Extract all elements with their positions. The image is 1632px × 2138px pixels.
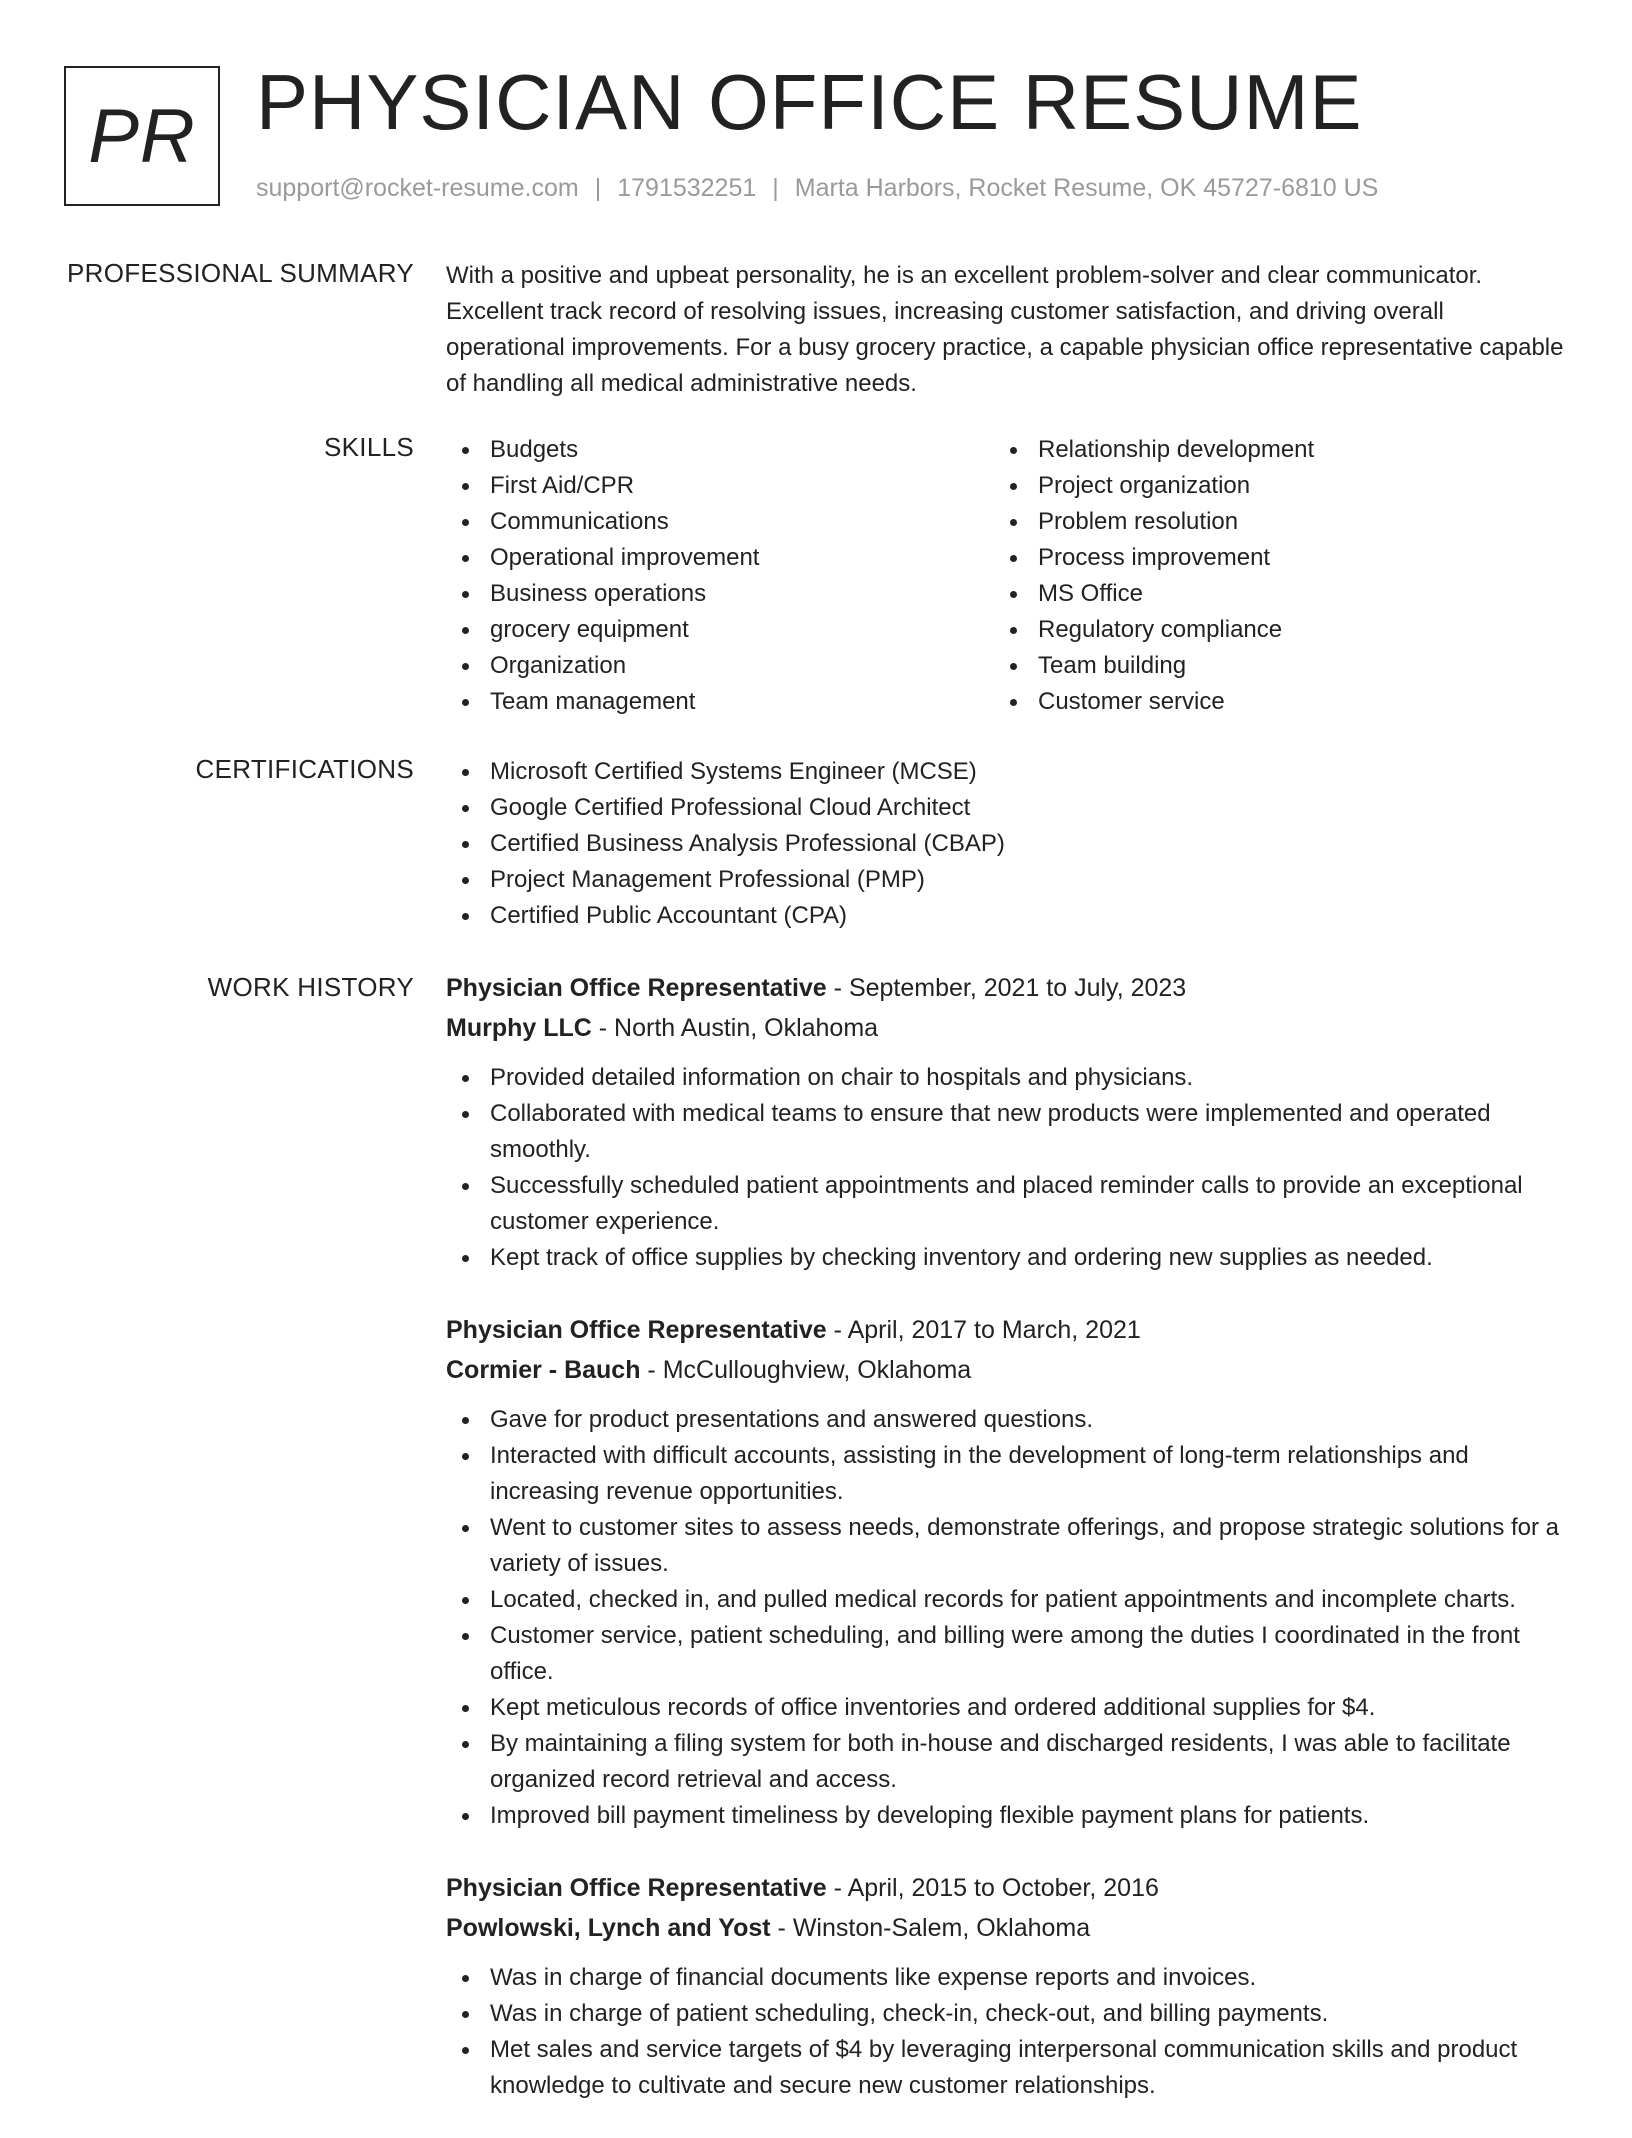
skill-item: Operational improvement — [446, 540, 994, 576]
skill-item: Team management — [446, 684, 994, 720]
certification-item: Certified Business Analysis Professional (CBAP) — [446, 826, 1566, 862]
skill-item: Process improvement — [994, 540, 1542, 576]
skill-item: Communications — [446, 504, 994, 540]
work-history-heading: WORK HISTORY — [207, 972, 414, 1002]
job-location: Winston-Salem, Oklahoma — [792, 1914, 1091, 1942]
certification-item: Microsoft Certified Systems Engineer (MCSE) — [446, 754, 1566, 790]
skills-grid — [446, 432, 1566, 720]
resume-title: PHYSICIAN OFFICE RESUME — [256, 58, 1363, 146]
job-bullet: Gave for product presentations and answered questions. — [446, 1402, 1566, 1438]
skills-heading: SKILLS — [324, 432, 414, 462]
job-bullet: Interacted with difficult accounts, assisting in the development of long-term relationships and increasing revenue opportunities. — [446, 1438, 1566, 1510]
job-location: McCulloughview, Oklahoma — [662, 1356, 972, 1384]
job-company-line: Powlowski, Lynch and Yost - Winston-Salem, Oklahoma — [446, 1914, 1091, 1942]
job-entry — [446, 1310, 1566, 1834]
job-dates: April, 2017 to March, 2021 — [847, 1316, 1141, 1344]
contact-separator: | — [772, 174, 779, 202]
certifications-list — [446, 754, 1566, 934]
contact-phone[interactable]: 1791532251 — [617, 174, 757, 202]
job-bullet: Provided detailed information on chair to hospitals and physicians. — [446, 1060, 1566, 1096]
job-location: North Austin, Oklahoma — [614, 1014, 879, 1042]
job-entry — [446, 968, 1566, 1276]
monogram-initials: PR — [88, 93, 196, 179]
skills-list-right — [994, 432, 1542, 720]
certification-item: Google Certified Professional Cloud Architect — [446, 790, 1566, 826]
job-entry — [446, 1868, 1566, 2104]
contact-separator: | — [594, 174, 602, 202]
job-bullet: Customer service, patient scheduling, and billing were among the duties I coordinated in the front office. — [446, 1618, 1566, 1690]
skill-item: Problem resolution — [994, 504, 1542, 540]
skill-item: Regulatory compliance — [994, 612, 1542, 648]
skills-list-left — [446, 432, 994, 720]
job-company: Cormier - Bauch — [446, 1356, 641, 1384]
job-dates: September, 2021 to July, 2023 — [848, 974, 1187, 1002]
skill-item: First Aid/CPR — [446, 468, 994, 504]
job-bullet: Improved bill payment timeliness by developing flexible payment plans for patients. — [446, 1798, 1566, 1834]
job-role: Physician Office Representative — [446, 1874, 827, 1902]
job-bullet: By maintaining a filing system for both in-house and discharged residents, I was able to facilitate organized record retrieval and access. — [446, 1726, 1566, 1798]
summary-body — [446, 258, 1566, 402]
job-bullet: Located, checked in, and pulled medical records for patient appointments and incomplete charts. — [446, 1582, 1566, 1618]
skill-item: MS Office — [994, 576, 1542, 612]
contact-email[interactable]: support@rocket-resume.com — [256, 174, 579, 202]
job-bullets — [446, 1402, 1566, 1834]
job-bullets — [446, 1960, 1566, 2104]
skill-item: Budgets — [446, 432, 994, 468]
job-company-line: Cormier - Bauch - McCulloughview, Oklahoma — [446, 1356, 972, 1384]
job-company: Powlowski, Lynch and Yost — [446, 1914, 771, 1942]
job-bullet: Collaborated with medical teams to ensure that new products were implemented and operated smoothly. — [446, 1096, 1566, 1168]
certifications-heading: CERTIFICATIONS — [195, 754, 414, 784]
job-role-line: Physician Office Representative - September, 2021 to July, 2023 — [446, 974, 1187, 1002]
monogram-badge — [64, 66, 220, 206]
summary-text: With a positive and upbeat personality, he is an excellent problem-solver and clear communicator. Excellent track record of resolving issues, increasing customer satisfaction, and driving overall operational improvements. For a busy grocery practice, a capable physician office representative capable of handling all medical administrative needs. — [446, 262, 1564, 397]
job-company-line: Murphy LLC - North Austin, Oklahoma — [446, 1014, 879, 1042]
job-bullet: Went to customer sites to assess needs, demonstrate offerings, and propose strategic solutions for a variety of issues. — [446, 1510, 1566, 1582]
skill-item: Business operations — [446, 576, 994, 612]
skill-item: Project organization — [994, 468, 1542, 504]
certification-item: Certified Public Accountant (CPA) — [446, 898, 1566, 934]
job-company: Murphy LLC — [446, 1014, 592, 1042]
contact-address: Marta Harbors, Rocket Resume, OK 45727-6810 US — [794, 174, 1379, 202]
job-bullet: Kept meticulous records of office inventories and ordered additional supplies for $4. — [446, 1690, 1566, 1726]
skill-item: Organization — [446, 648, 994, 684]
summary-heading: PROFESSIONAL SUMMARY — [67, 258, 414, 288]
job-bullet: Successfully scheduled patient appointments and placed reminder calls to provide an exceptional customer experience. — [446, 1168, 1566, 1240]
certification-item: Project Management Professional (PMP) — [446, 862, 1566, 898]
job-bullet: Kept track of office supplies by checking inventory and ordering new supplies as needed. — [446, 1240, 1566, 1276]
certifications-body — [446, 754, 1566, 934]
job-bullet: Was in charge of patient scheduling, check-in, check-out, and billing payments. — [446, 1996, 1566, 2032]
job-role-line: Physician Office Representative - April, 2015 to October, 2016 — [446, 1874, 1159, 1902]
work-history-body — [446, 968, 1566, 2138]
job-bullet: Met sales and service targets of $4 by leveraging interpersonal communication skills and product knowledge to cultivate and secure new customer relationships. — [446, 2032, 1566, 2104]
job-role: Physician Office Representative — [446, 974, 827, 1002]
skill-item: grocery equipment — [446, 612, 994, 648]
job-role-line: Physician Office Representative - April, 2017 to March, 2021 — [446, 1316, 1141, 1344]
contact-line — [256, 174, 1378, 203]
job-bullet: Was in charge of financial documents like expense reports and invoices. — [446, 1960, 1566, 1996]
skill-item: Customer service — [994, 684, 1542, 720]
job-role: Physician Office Representative — [446, 1316, 827, 1344]
skills-body — [446, 432, 1566, 720]
job-dates: April, 2015 to October, 2016 — [847, 1874, 1159, 1902]
job-bullets — [446, 1060, 1566, 1276]
skill-item: Relationship development — [994, 432, 1542, 468]
skill-item: Team building — [994, 648, 1542, 684]
